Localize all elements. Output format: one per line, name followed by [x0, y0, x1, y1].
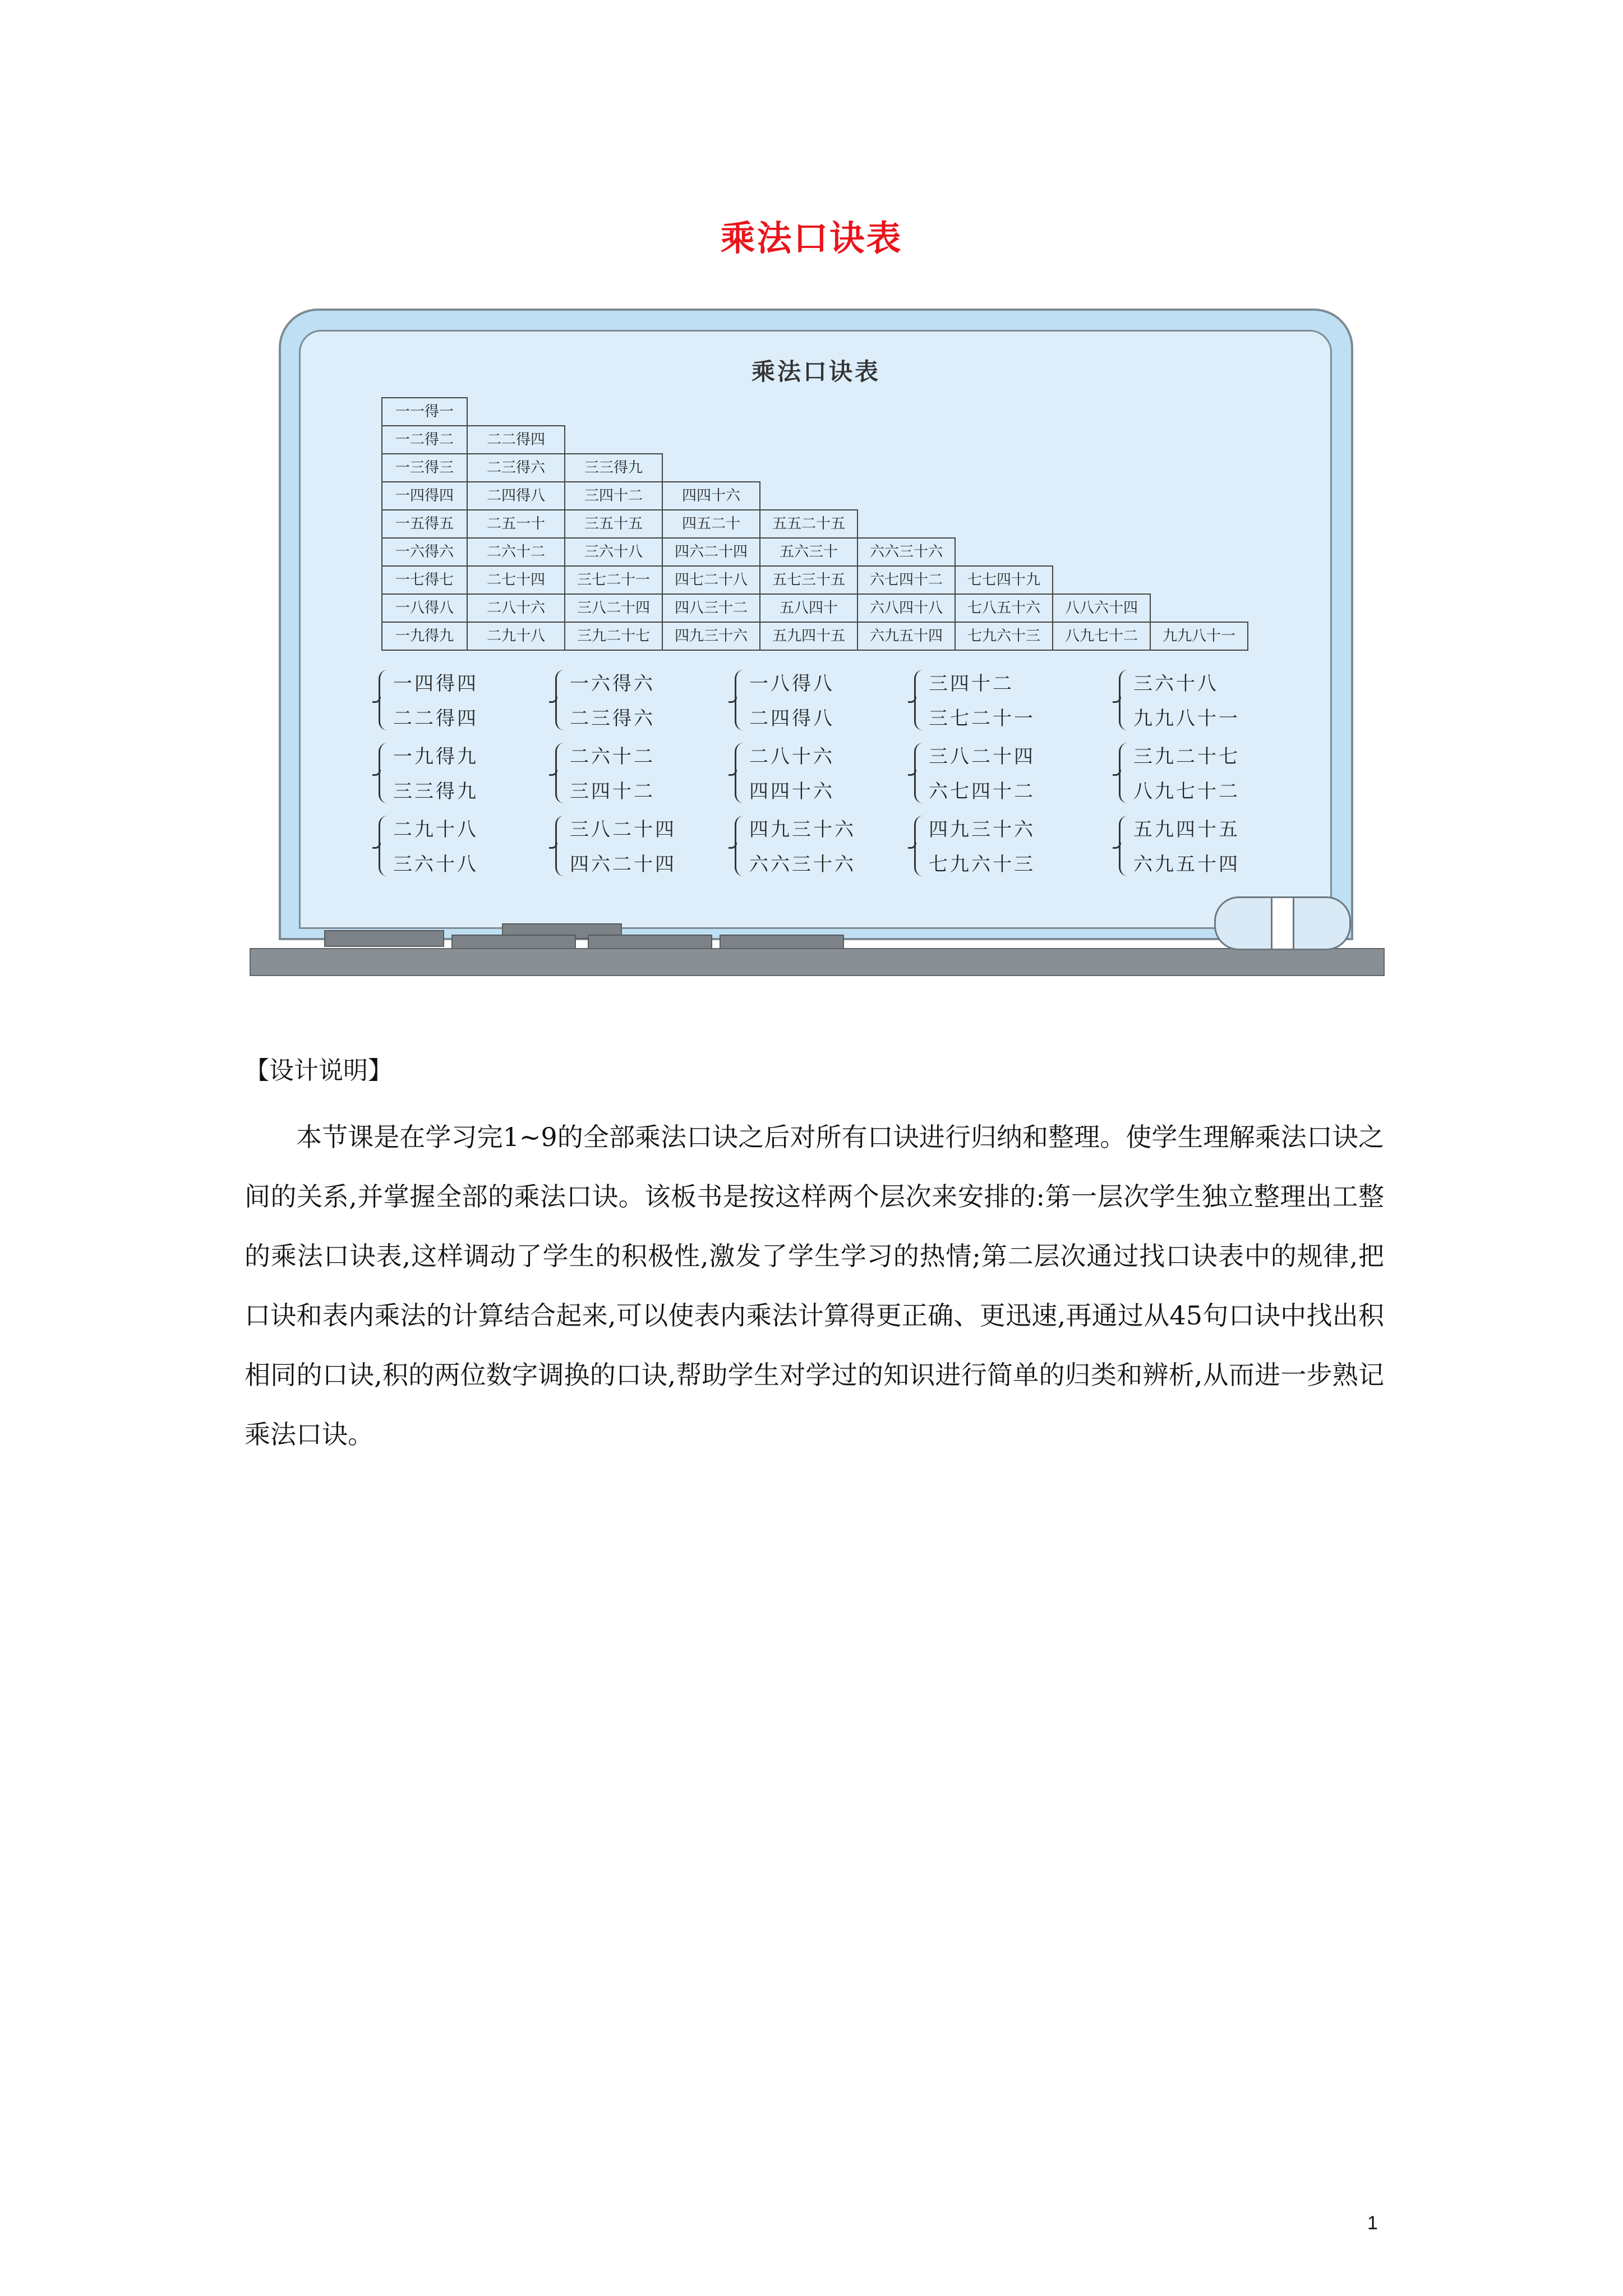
rhyme-pair	[735, 666, 909, 739]
table-cell: 四八三十二	[662, 593, 760, 623]
group-column	[735, 666, 909, 885]
rhyme-line: 一六得六	[570, 673, 655, 695]
table-row	[381, 453, 1247, 481]
table-cell: 四九三十六	[662, 622, 760, 651]
table-cell: 七九六十三	[955, 622, 1053, 651]
table-cell: 一八得八	[381, 593, 468, 623]
table-cell: 三五十五	[564, 509, 663, 539]
rhyme-line: 三四十二	[570, 780, 655, 803]
table-row	[381, 481, 1247, 509]
rhyme-line: 三三得九	[393, 780, 478, 803]
rhyme-pair	[1119, 812, 1293, 885]
brace-icon	[914, 816, 927, 876]
rhyme-pair	[914, 812, 1088, 885]
table-cell: 三八二十四	[564, 593, 663, 623]
brace-icon	[1119, 743, 1132, 803]
table-cell: 一一得一	[381, 397, 468, 426]
rhyme-pair	[555, 666, 729, 739]
rhyme-line: 三八二十四	[929, 746, 1035, 768]
table-cell: 八九七十二	[1052, 622, 1151, 651]
table-cell: 六六三十六	[857, 537, 956, 567]
table-row	[381, 593, 1247, 622]
rhyme-pair	[735, 739, 909, 812]
table-cell: 五九四十五	[759, 622, 858, 651]
table-cell: 三三得九	[564, 453, 663, 482]
page-title: 乘法口诀表	[720, 218, 903, 259]
brace-icon	[735, 670, 748, 730]
table-cell: 七七四十九	[955, 565, 1053, 595]
table-cell: 四四十六	[662, 481, 760, 510]
rhyme-line: 四九三十六	[749, 818, 856, 841]
table-cell: 四七二十八	[662, 565, 760, 595]
table-cell: 二五一十	[467, 509, 565, 539]
rhyme-line: 二四得八	[749, 707, 834, 730]
brace-icon	[1119, 670, 1132, 730]
table-cell: 二六十二	[467, 537, 565, 567]
table-cell: 六八四十八	[857, 593, 956, 623]
brace-icon	[379, 816, 391, 876]
rhyme-pair	[914, 739, 1088, 812]
rhyme-line: 三八二十四	[570, 818, 676, 841]
section-heading: 【设计说明】	[245, 1056, 393, 1085]
rhyme-line: 六六三十六	[749, 853, 856, 876]
chalk-tray	[250, 948, 1385, 976]
brace-icon	[735, 816, 748, 876]
table-cell: 二三得六	[467, 453, 565, 482]
page-number: 1	[1367, 2212, 1378, 2234]
rhyme-pair	[379, 812, 552, 885]
table-row	[381, 397, 1247, 425]
group-column	[555, 666, 729, 885]
brace-icon	[914, 743, 927, 803]
rhyme-line: 二九十八	[393, 818, 478, 841]
rhyme-line: 四九三十六	[929, 818, 1035, 841]
rhyme-pair	[379, 739, 552, 812]
rhyme-line: 二八十六	[749, 746, 834, 768]
rhyme-line: 一八得八	[749, 673, 834, 695]
rhyme-line: 二六十二	[570, 746, 655, 768]
rhyme-line: 三七二十一	[929, 707, 1035, 730]
rhyme-line: 一四得四	[393, 673, 478, 695]
rhyme-line: 二二得四	[393, 707, 478, 730]
table-cell: 六九五十四	[857, 622, 956, 651]
table-cell: 七八五十六	[955, 593, 1053, 623]
table-cell: 五七三十五	[759, 565, 858, 595]
rhyme-line: 三六十八	[393, 853, 478, 876]
table-cell: 三七二十一	[564, 565, 663, 595]
group-column	[914, 666, 1088, 885]
table-cell: 五八四十	[759, 593, 858, 623]
table-cell: 三六十八	[564, 537, 663, 567]
table-cell: 四五二十	[662, 509, 760, 539]
eraser-band	[1271, 898, 1294, 949]
table-cell: 六七四十二	[857, 565, 956, 595]
multiplication-table	[381, 397, 1247, 650]
table-cell: 二九十八	[467, 622, 565, 651]
board-title: 乘法口诀表	[751, 358, 880, 385]
brace-icon	[555, 743, 568, 803]
table-cell: 一四得四	[381, 481, 468, 510]
table-cell: 一五得五	[381, 509, 468, 539]
blackboard-illustration	[250, 307, 1382, 976]
rhyme-line: 七九六十三	[929, 853, 1035, 876]
table-cell: 三四十二	[564, 481, 663, 510]
rhyme-pair	[1119, 666, 1293, 739]
body-paragraph: 本节课是在学习完1~9的全部乘法口诀之后对所有口诀进行归纳和整理。使学生理解乘法口诀之间的关系,并掌握全部的乘法口诀。该板书是按这样两个层次来安排的:第一层次学生独立整理出工整的乘法口诀表,这样调动了学生的积极性,激发了学生学习的热情;第二层次通过找口诀表中的规律,把口诀和表内乘法的计算结合起来,可以使表内乘法计算得更正确、更迅速,再通过从45句口诀中找出积相同的口诀,积的两位数字调换的口诀,帮助学生对学过的知识进行简单的归类和辨析,从而进一步熟记乘法口诀。	[245, 1122, 1384, 1450]
rhyme-line: 九九八十一	[1133, 707, 1240, 730]
table-cell: 二七十四	[467, 565, 565, 595]
group-column	[379, 666, 552, 885]
rhyme-line: 六九五十四	[1133, 853, 1240, 876]
table-row	[381, 622, 1247, 650]
brace-icon	[1119, 816, 1132, 876]
table-cell: 一二得二	[381, 425, 468, 454]
rhyme-pair	[914, 666, 1088, 739]
rhyme-line: 一九得九	[393, 746, 478, 768]
table-row	[381, 425, 1247, 453]
rhyme-line: 八九七十二	[1133, 780, 1240, 803]
table-cell: 二八十六	[467, 593, 565, 623]
table-cell: 三九二十七	[564, 622, 663, 651]
brace-icon	[735, 743, 748, 803]
rhyme-pair	[1119, 739, 1293, 812]
table-row	[381, 509, 1247, 537]
brace-icon	[914, 670, 927, 730]
rhyme-line: 五九四十五	[1133, 818, 1240, 841]
table-cell: 八八六十四	[1052, 593, 1151, 623]
rhyme-pair	[735, 812, 909, 885]
table-cell: 九九八十一	[1150, 622, 1248, 651]
rhyme-line: 三四十二	[929, 673, 1014, 695]
table-row	[381, 565, 1247, 593]
table-cell: 一七得七	[381, 565, 468, 595]
rhyme-line: 三六十八	[1133, 673, 1219, 695]
rhyme-line: 三九二十七	[1133, 746, 1240, 768]
table-cell: 四六二十四	[662, 537, 760, 567]
eraser	[1214, 896, 1351, 950]
rhyme-pair	[379, 666, 552, 739]
rhyme-line: 四四十六	[749, 780, 834, 803]
group-column	[1119, 666, 1293, 885]
rhyme-line: 六七四十二	[929, 780, 1035, 803]
brace-icon	[379, 670, 391, 730]
brace-icon	[555, 670, 568, 730]
rhyme-line: 四六二十四	[570, 853, 676, 876]
table-cell: 一六得六	[381, 537, 468, 567]
table-cell: 二四得八	[467, 481, 565, 510]
table-cell: 一九得九	[381, 622, 468, 651]
chalk-stick	[324, 930, 444, 947]
brace-icon	[555, 816, 568, 876]
rhyme-line: 二三得六	[570, 707, 655, 730]
table-cell: 一三得三	[381, 453, 468, 482]
rhyme-pair	[555, 812, 729, 885]
brace-icon	[379, 743, 391, 803]
rhyme-pair	[555, 739, 729, 812]
table-cell: 五六三十	[759, 537, 858, 567]
table-cell: 二二得四	[467, 425, 565, 454]
table-cell: 五五二十五	[759, 509, 858, 539]
table-row	[381, 537, 1247, 565]
